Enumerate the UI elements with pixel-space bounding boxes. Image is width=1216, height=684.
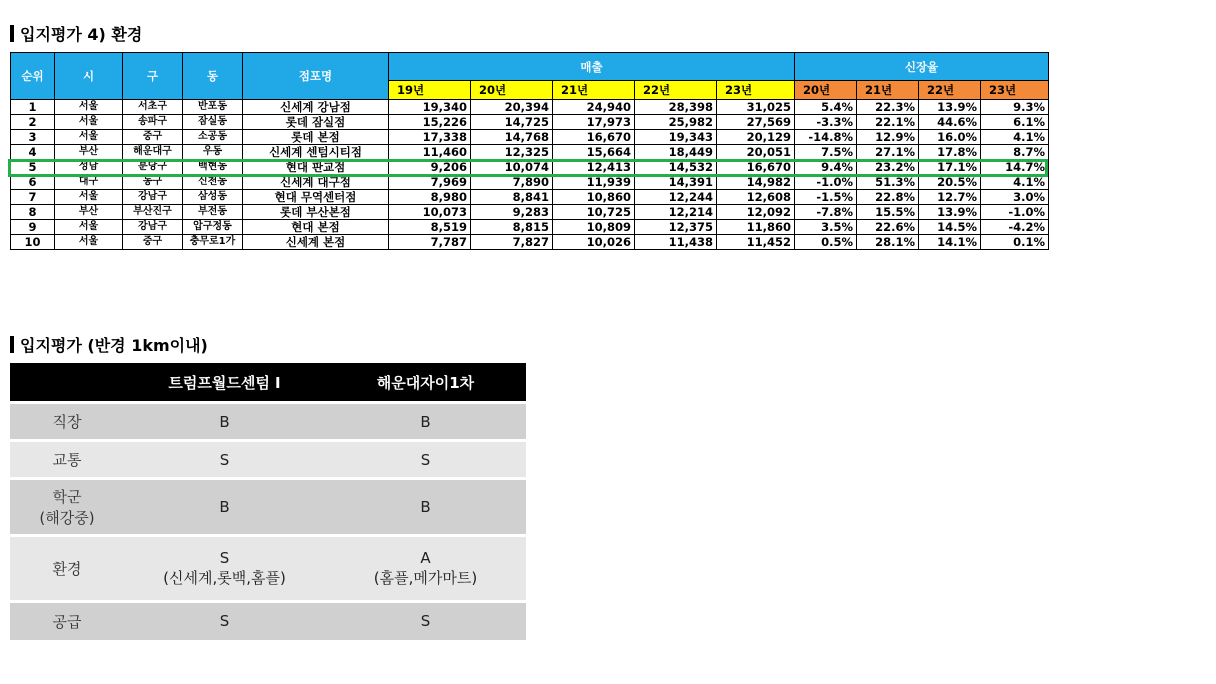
eval-score-haeundae-xi-value: S [420,450,431,469]
district-cell: 부산진구 [123,205,183,220]
rank-cell: 3 [11,130,55,145]
sales-cell: 14,391 [635,175,717,190]
sales-cell: 15,664 [553,145,635,160]
sales-cell: 9,283 [471,205,553,220]
location-evaluation-table [10,363,526,640]
table-row [11,160,1049,175]
growth-cell: 0.5% [795,235,857,250]
section-title-text: 입지평가 4) 환경 [20,25,143,44]
growth-cell: 22.3% [857,100,919,115]
sales-cell: 10,074 [471,160,553,175]
growth-cell: 14.7% [981,160,1049,175]
table-row [11,115,1049,130]
growth-cell: -4.2% [981,220,1049,235]
city-cell: 부산 [55,145,123,160]
sales-cell: 14,982 [717,175,795,190]
store-cell: 롯데 본점 [243,130,389,145]
rank-cell: 6 [11,175,55,190]
sales-cell: 8,815 [471,220,553,235]
sales-cell: 17,338 [389,130,471,145]
growth-cell: 15.5% [857,205,919,220]
city-cell: 서울 [55,100,123,115]
table-row [11,100,1049,115]
district-cell: 해운대구 [123,145,183,160]
eval-label-value: 학군 [52,488,82,506]
eval-score-trumpworld-note: (신세계,롯백,홈플) [163,569,286,587]
eval-label-value: 공급 [52,612,82,631]
sales-cell: 11,452 [717,235,795,250]
growth-cell: 23.2% [857,160,919,175]
sales-cell: 20,129 [717,130,795,145]
rank-cell: 9 [11,220,55,235]
sales-cell: 7,890 [471,175,553,190]
rank-cell: 4 [11,145,55,160]
table-row [10,536,526,602]
growth-cell: 9.3% [981,100,1049,115]
eval-label [10,602,124,640]
dong-cell: 잠실동 [183,115,243,130]
growth-cell: -7.8% [795,205,857,220]
growth-cell: 51.3% [857,175,919,190]
eval-score-haeundae-xi-value: A [420,549,431,567]
sales-cell: 12,092 [717,205,795,220]
header-growth: 신장율 [795,53,1049,81]
growth-cell: 6.1% [981,115,1049,130]
growth-cell: 9.4% [795,160,857,175]
dong-cell: 압구정동 [183,220,243,235]
sales-cell: 16,670 [717,160,795,175]
sales-cell: 31,025 [717,100,795,115]
eval-score-haeundae-xi [325,403,526,441]
city-cell: 대구 [55,175,123,190]
eval-label [10,441,124,479]
rank-cell: 8 [11,205,55,220]
title-bar-icon [10,25,14,42]
eval-score-trumpworld [124,479,325,536]
rank-cell: 10 [11,235,55,250]
growth-cell: -3.3% [795,115,857,130]
sales-cell: 12,214 [635,205,717,220]
sales-cell: 18,449 [635,145,717,160]
eval-label [10,403,124,441]
header-growth-year: 20년 [795,81,857,100]
sales-cell: 10,860 [553,190,635,205]
sales-cell: 8,980 [389,190,471,205]
table-row [10,602,526,640]
rank-cell: 7 [11,190,55,205]
growth-cell: -1.5% [795,190,857,205]
dong-cell: 신천동 [183,175,243,190]
sales-cell: 27,569 [717,115,795,130]
header-dong: 동 [183,53,243,100]
table-row [11,190,1049,205]
growth-cell: 28.1% [857,235,919,250]
growth-cell: 27.1% [857,145,919,160]
growth-cell: -14.8% [795,130,857,145]
eval-score-haeundae-xi-value: B [420,412,431,431]
table-row [10,403,526,441]
eval-header-haeundae-xi: 해운대자이1차 [325,363,526,403]
rank-cell: 2 [11,115,55,130]
eval-score-trumpworld-value: S [219,549,230,567]
growth-cell: 22.6% [857,220,919,235]
store-cell: 신세계 본점 [243,235,389,250]
sales-cell: 11,438 [635,235,717,250]
eval-score-trumpworld [124,602,325,640]
header-city: 시 [55,53,123,100]
sales-cell: 17,973 [553,115,635,130]
header-sales-year: 19년 [389,81,471,100]
city-cell: 서울 [55,115,123,130]
growth-cell: 17.8% [919,145,981,160]
eval-score-haeundae-xi [325,536,526,602]
sales-cell: 14,768 [471,130,553,145]
table-row [11,235,1049,250]
growth-cell: 22.8% [857,190,919,205]
sales-cell: 24,940 [553,100,635,115]
eval-label-note: (해강중) [39,509,95,527]
sales-cell: 16,670 [553,130,635,145]
sales-cell: 12,325 [471,145,553,160]
table-row [10,479,526,536]
growth-cell: 14.5% [919,220,981,235]
section-title-environment [10,22,142,45]
growth-cell: 14.1% [919,235,981,250]
growth-cell: 4.1% [981,130,1049,145]
rank-cell: 1 [11,100,55,115]
sales-cell: 8,519 [389,220,471,235]
growth-cell: 0.1% [981,235,1049,250]
growth-cell: 3.0% [981,190,1049,205]
sales-cell: 20,051 [717,145,795,160]
district-cell: 서초구 [123,100,183,115]
sales-cell: 19,343 [635,130,717,145]
eval-score-haeundae-xi [325,441,526,479]
eval-score-trumpworld-value: B [219,412,230,431]
district-cell: 강남구 [123,220,183,235]
growth-cell: 3.5% [795,220,857,235]
dong-cell: 충무로1가 [183,235,243,250]
growth-cell: 12.7% [919,190,981,205]
dong-cell: 소공동 [183,130,243,145]
store-cell: 현대 무역센터점 [243,190,389,205]
eval-header-trumpworld: 트럼프월드센텀 I [124,363,325,403]
table-row [11,130,1049,145]
eval-score-trumpworld-value: S [219,612,230,631]
table-row [11,220,1049,235]
store-cell: 현대 판교점 [243,160,389,175]
sales-cell: 28,398 [635,100,717,115]
store-cell: 현대 본점 [243,220,389,235]
store-cell: 신세계 강남점 [243,100,389,115]
city-cell: 성남 [55,160,123,175]
growth-cell: 12.9% [857,130,919,145]
sales-cell: 14,532 [635,160,717,175]
growth-cell: 8.7% [981,145,1049,160]
sales-cell: 14,725 [471,115,553,130]
header-rank: 순위 [11,53,55,100]
growth-cell: 22.1% [857,115,919,130]
sales-cell: 12,413 [553,160,635,175]
city-cell: 서울 [55,190,123,205]
section-title-evaluation [10,333,208,356]
sales-cell: 11,860 [717,220,795,235]
header-sales: 매출 [389,53,795,81]
sales-cell: 20,394 [471,100,553,115]
sales-cell: 25,982 [635,115,717,130]
growth-cell: 17.1% [919,160,981,175]
eval-label-value: 환경 [52,560,82,578]
sales-cell: 10,809 [553,220,635,235]
store-cell: 신세계 센텀시티점 [243,145,389,160]
growth-cell: 44.6% [919,115,981,130]
district-cell: 송파구 [123,115,183,130]
growth-cell: 5.4% [795,100,857,115]
district-cell: 중구 [123,130,183,145]
department-store-ranking-table [10,52,1049,250]
header-sales-year: 22년 [635,81,717,100]
sales-cell: 12,244 [635,190,717,205]
city-cell: 서울 [55,235,123,250]
sales-cell: 10,026 [553,235,635,250]
eval-label-value: 교통 [52,451,82,469]
eval-score-trumpworld [124,403,325,441]
header-growth-year: 23년 [981,81,1049,100]
eval-score-haeundae-xi-value: B [420,498,431,516]
header-sales-year: 20년 [471,81,553,100]
sales-cell: 15,226 [389,115,471,130]
eval-score-trumpworld [124,441,325,479]
eval-label [10,479,124,536]
dong-cell: 반포동 [183,100,243,115]
eval-score-haeundae-xi [325,479,526,536]
rank-cell: 5 [11,160,55,175]
eval-score-trumpworld-value: S [219,450,230,469]
sales-cell: 12,375 [635,220,717,235]
growth-cell: -1.0% [795,175,857,190]
table-row [11,145,1049,160]
header-district: 구 [123,53,183,100]
sales-cell: 10,073 [389,205,471,220]
growth-cell: 20.5% [919,175,981,190]
dong-cell: 부전동 [183,205,243,220]
district-cell: 동구 [123,175,183,190]
growth-cell: 4.1% [981,175,1049,190]
table-row [10,441,526,479]
eval-score-haeundae-xi-value: S [420,612,431,631]
sales-cell: 7,969 [389,175,471,190]
district-cell: 중구 [123,235,183,250]
sales-cell: 11,460 [389,145,471,160]
header-sales-year: 21년 [553,81,635,100]
sales-cell: 9,206 [389,160,471,175]
growth-cell: 16.0% [919,130,981,145]
title-bar-icon [10,336,14,353]
district-cell: 분당구 [123,160,183,175]
section-title-text: 입지평가 (반경 1km이내) [20,336,208,355]
header-growth-year: 22년 [919,81,981,100]
sales-cell: 7,787 [389,235,471,250]
eval-label-value: 직장 [52,413,82,431]
eval-label [10,536,124,602]
store-cell: 롯데 잠실점 [243,115,389,130]
store-cell: 롯데 부산본점 [243,205,389,220]
dong-cell: 삼성동 [183,190,243,205]
eval-score-haeundae-xi [325,602,526,640]
growth-cell: -1.0% [981,205,1049,220]
eval-score-trumpworld [124,536,325,602]
sales-cell: 7,827 [471,235,553,250]
sales-cell: 19,340 [389,100,471,115]
table-row [11,175,1049,190]
growth-cell: 13.9% [919,205,981,220]
city-cell: 서울 [55,220,123,235]
dong-cell: 우동 [183,145,243,160]
dong-cell: 백현동 [183,160,243,175]
table-row [11,205,1049,220]
eval-score-haeundae-xi-note: (홈플,메가마트) [373,569,478,587]
sales-cell: 10,725 [553,205,635,220]
header-store: 점포명 [243,53,389,100]
city-cell: 서울 [55,130,123,145]
sales-cell: 11,939 [553,175,635,190]
eval-score-trumpworld-value: B [219,498,230,516]
header-sales-year: 23년 [717,81,795,100]
sales-cell: 8,841 [471,190,553,205]
growth-cell: 13.9% [919,100,981,115]
city-cell: 부산 [55,205,123,220]
sales-cell: 12,608 [717,190,795,205]
growth-cell: 7.5% [795,145,857,160]
eval-header-blank [10,363,124,403]
store-cell: 신세계 대구점 [243,175,389,190]
district-cell: 강남구 [123,190,183,205]
header-growth-year: 21년 [857,81,919,100]
